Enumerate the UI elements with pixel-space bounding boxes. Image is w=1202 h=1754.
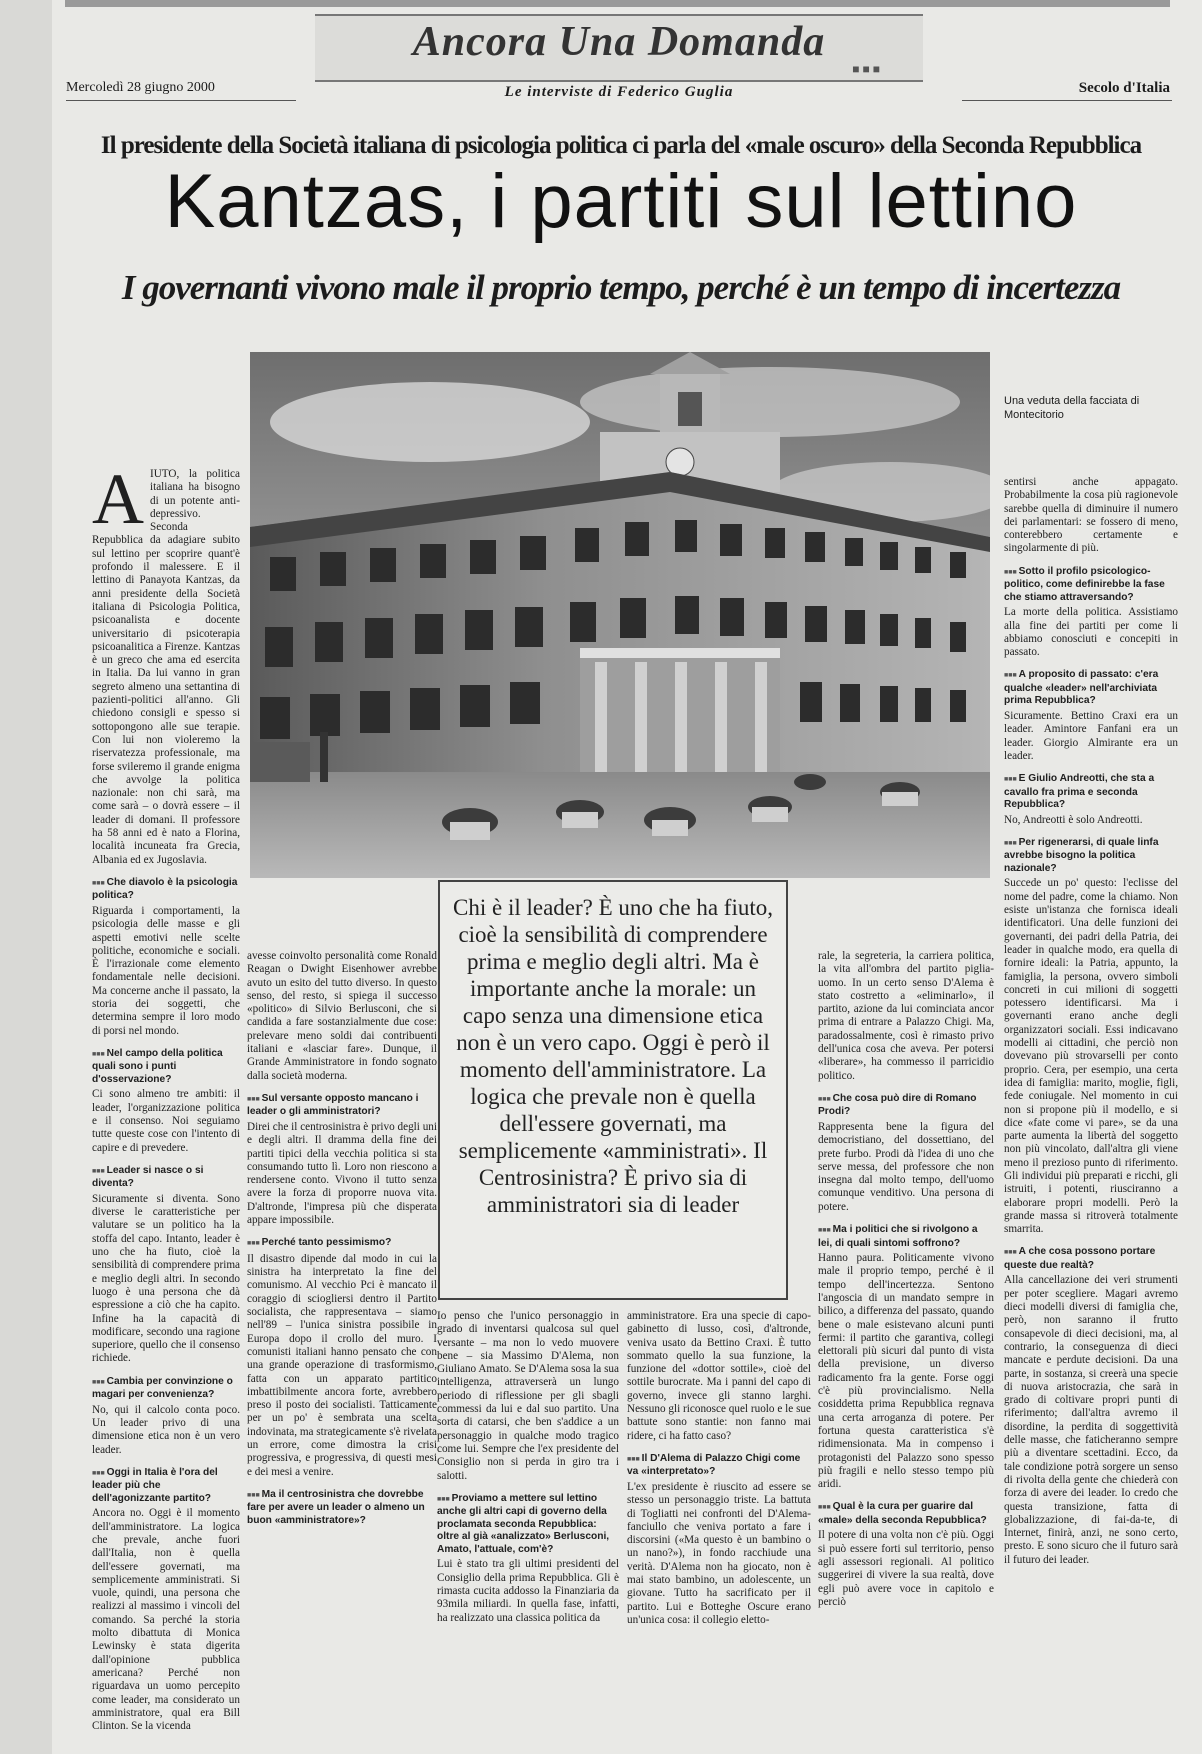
paragraph: sentirsi anche appagato. Probabilmente la cosa più ragionevole sarebbe quella di diminuire il numero dei parlamentari: se fossero di meno, conterebbero certamente e singolarmente di più. [1004,476,1178,555]
article-column-6 [1004,476,1178,1746]
series-title: Ancora Una Domanda [412,19,826,65]
answer: Ci sono almeno tre ambiti: il leader, l'organizzazione politica e il consenso. Noi seguiamo tutte queste cose con l'intento di capire e di prevedere. [92,1088,240,1154]
question: ■■■ Perché tanto pessimismo? [247,1237,437,1251]
question: ■■■ Leader si nasce o si diventa? [92,1165,240,1191]
paragraph: Io penso che l'unico personaggio in grado di inventarsi qualcosa sul quel versante – ma non lo vedo muovere bene – sia Massimo D'Alema, non Giuliano Amato. Se D'Alema sosa la sua intelligenza, attraverserà un lungo periodo di riflessione per gli sbagli commessi da lui e dal suo partito. Una sorta di catarsi, che ben s'addice a un personaggio in qualche modo tragico come lui. Sempre che l'ex presidente del Consiglio non si perda in giro tra i salotti. [437,1310,619,1482]
paragraph: amministratore. Era una specie di capo-gabinetto di lusso, così, d'altronde, veniva usato da Bettino Craxi. È tutto sommato quello la sua funzione, la funzione del «dottor sottile», cioè del sottile burocrate. Ma i panni del capo di governo, invece gli stanno larghi. Nessuno gli riconosce quel ruolo e le sue battute sono stantie: non fanno mai ridere, ci ha fatto caso? [627,1310,811,1442]
pull-quote-text: Chi è il leader? È uno che ha fiuto, cioè la sensibilità di comprendere prima e meglio degli altri. Ma è importante anche la morale: un capo senza una dimensione etica non è un vero capo. Oggi è però il momento dell'amministratore. La logica che prevale non è quella dell'essere governati, ma semplicemente «amministrati». Il Centrosinistra? È privo sia di amministratori sia di leader [453,895,773,1217]
page-gutter [0,0,52,1754]
article-column-1 [92,459,240,1746]
paper-rule [962,100,1172,101]
answer: Il potere di una volta non c'è più. Oggi si può essere forti sul territorio, penso agli assessori regionali. Al politico suggerirei di vivere la sua realtà, dove egli può avere voce in capitolo e perciò [818,1529,994,1608]
question: ■■■ Nel campo della politica quali sono i punti d'osservazione? [92,1048,240,1087]
article-deck: I governanti vivono male il proprio tempo, perché è un tempo di incertezza [121,268,1121,307]
question: ■■■ Che cosa può dire di Romano Prodi? [818,1093,994,1119]
article-column-4 [627,1310,811,1745]
question: ■■■ A che cosa possono portare queste due realtà? [1004,1246,1178,1272]
series-subtitle: Le interviste di Federico Guglia [504,84,734,100]
answer: Rappresenta bene la figura del democristiano, del dossettiano, del prete furbo. Prodi dà l'idea di uno che serve messa, del professore che non insegna dal molto tempo, dell'uomo comunque venditivo. Una persona di potere. [818,1120,994,1213]
question: ■■■ Qual è la cura per guarire dal «male» della seconda Repubblica? [818,1501,994,1527]
question: ■■■ A proposito di passato: c'era qualche «leader» nell'archiviata prima Repubblica? [1004,669,1178,708]
answer: Ancora no. Oggi è il momento dell'amministratore. La logica che prevale, anche fuori dall'Italia, non è quella dell'essere governati, ma semplicemente amministrati. Si vuole, quindi, una persona che realizzi al massimo i vincoli del comando. Sa perché la storia molto dibattuta di Monica Lewinsky è stata digerita dall'opinione pubblica americana? Perché non riguardava un uomo percepito come leader, ma considerato un amministratore, qual era Bill Clinton. Se la vicenda [92,1507,240,1733]
question: ■■■ Per rigenerarsi, di quale linfa avrebbe bisogno la politica nazionale? [1004,837,1178,876]
answer: Sicuramente. Bettino Craxi era un leader. Amintore Fanfani era un leader. Giorgio Almirante era un leader. [1004,709,1178,762]
series-dots: ■■■ [852,62,883,76]
article-column-2 [247,950,437,1745]
question: ■■■ Oggi in Italia è l'ora del leader più che dell'agonizzante partito? [92,1467,240,1506]
question: ■■■ Cambia per convinzione o magari per convenienza? [92,1376,240,1402]
question: ■■■ Il D'Alema di Palazzo Chigi come va «interpretato»? [627,1453,811,1479]
newspaper-name: Secolo d'Italia [1078,80,1170,96]
answer: No, Andreotti è solo Andreotti. [1004,813,1143,826]
photo-caption: Una veduta della facciata di Montecitorio [1004,395,1140,421]
answer: Direi che il centrosinistra è privo degli uni e degli altri. Il dramma della fine dei partiti tipici della vecchia politica si sta consumando tutto lì. Loro non riescono a rendersene conto. Vivono il tutto senza avere la forza di proporre nuova vita. D'altronde, l'impresa più che disperata appare impossibile. [247,1120,437,1227]
answer: Hanno paura. Politicamente vivono male il proprio tempo, perché è il tempo dell'incertezza. Sentono l'angoscia di un mandato sempre in bilico, a differenza del passato, quando bene o male esistevano alcuni punti fermi: il partito che garantiva, collegi elettorali più sicuri dal punto di vista della previsione, un diverso radicamento fra la gente. Forse oggi c'è più provincialismo. Nella cosiddetta prima Repubblica regnava una certa arroganza di potere. Per fortuna questa caratteristica s'è ridimensionata. Ma in compenso i protagonisti del Palazzo sono spesso più fragili e nello stesso tempo più aridi. [818,1252,994,1491]
answer: Succede un po' questo: l'eclisse del nome del padre, come la chiamo. Non esiste un'istanza che fornisca ideali identificatori. Una delle funzioni dei governanti, dei padri della Patria, dei leader in qualche modo, era quella di fornire ideali: la Patria, appunto, la famiglia, la persona, ovvero simboli concreti in cui milioni di soggetti potessero identificarsi. Ma i governanti erano anche degli organizzatori sociali. Essi indicavano modelli ai cittadini, che perciò non dovevano più strovarselli per conto proprio. Cera, per esempio, una certa idea di famiglia: marito, moglie, figli, fede coniugale. Nel momento in cui non si propone più il modello, e si dice «fate come vi pare», se da una parte aumenta la libertà del soggetto non più vincolato, dall'altra gli viene meno il prezioso punto di riferimento. Gli individui più preparati e ricchi, gli istruiti, i potenti, riusciranno a elaborare propri modelli. Però la grande massa si ritroverà totalmente smarrita. [1004,877,1178,1236]
article-kicker: Il presidente della Società italiana di psicologia politica ci parla del «male oscuro» della Seconda Repubblica [100,132,1142,159]
answer: La morte della politica. Assistiamo alla fine dei partiti per come li abbiamo conosciuti e concepiti in passato. [1004,606,1178,659]
issue-date: Mercoledì 28 giugno 2000 [66,80,215,95]
question: ■■■ Ma il centrosinistra che dovrebbe fare per avere un leader o almeno un buon «amministratore»? [247,1489,437,1528]
answer: L'ex presidente è riuscito ad essere se stesso un personaggio triste. La battuta di Togliatti nei confronti del D'Alema-fanciullo che veniva portato a fare i discorsini («Ma questo è un bambino o un nano?»), in fondo racchiude una verità. D'Alema non ha giocato, non è mai stato bambino, un adolescente, un giovane. Tutto ha sacrificato per il partito. Lui e Botteghe Oscure erano un'unica cosa: il collegio eletto- [627,1480,811,1626]
answer: Lui è stato tra gli ultimi presidenti del Consiglio della prima Repubblica. Gli è rimasta cucita addosso la Finanziaria da 93mila miliardi. In quella fase, infatti, ha realizzato una classica politica da [437,1558,619,1624]
article-column-3 [437,1310,619,1745]
palace-illustration [250,352,990,878]
paragraph: avesse coinvolto personalità come Ronald Reagan o Dwight Eisenhower avrebbe avuto un esito del tutto diverso. In questo senso, del resto, si spiega il successo «politico» di Silvio Berlusconi, che si candida a fare sostanzialmente due cose: prelevare meno soldi dai contribuenti italiani e «lasciar fare». Dunque, il Grande Amministratore in fondo sognato dalla società moderna. [247,950,437,1082]
article-column-5 [818,950,994,1745]
answer: Il disastro dipende dal modo in cui la sinistra ha interpretato la fine del comunismo. Al vecchio Pci è mancato il coraggio di sciogliersi dentro il Partito socialista, che rappresentava – siamo nell'89 – l'unica sinistra possibile in Europa dopo il crollo del muro. I comunisti italiani hanno pensato che con una grande operazione di trasformismo, fatta con un apparato partitico imbattibilmente ancora forte, avrebbero preso il posto dei socialisti. Tatticamente per un po' è sembrata una scelta indovinata, ma strategicamente s'è rivelata un errore, come dimostra la crisi progressiva, e progressiva, di questi mesi e dei mesi a venire. [247,1252,437,1478]
drop-cap: A [92,459,144,539]
answer: Alla cancellazione dei veri strumenti per poter scegliere. Magari avremo dieci modelli diversi di famiglia che, però, non saranno il frutto consapevole di dieci decisioni, ma, al contrario, la conseguenza di dieci mancate e perdute decisioni. Da una parte, in sostanza, si creerà una specie di nuova aristocrazia, che sarà in grado di coltivare propri punti di riferimento; dall'altra avremo il disordine, la perdita di soggettività delle masse, che faticheranno sempre più a diventare scettadini. Ecco, da tale condizione potrà sorgere un senso di rivolta della gente che chiederà con forza di avere dei leader. Io credo che questa transizione, fatta di globalizzazione, di fai-da-te, di Internet, finirà, anzi, ne sono certo, presto. E sono sicuro che il futuro sarà il futuro dei leader. [1004,1274,1178,1566]
montecitorio-photo [250,352,990,878]
top-border [65,0,1170,7]
question: ■■■ Proviamo a mettere sul lettino anche gli altri capi di governo della proclamata seconda Repubblica: oltre al già «analizzato» Berlusconi, Amato, l'attuale, com'è? [437,1493,619,1557]
question: ■■■ E Giulio Andreotti, che sta a cavallo fra prima e seconda Repubblica? [1004,773,1178,812]
answer: Riguarda i comportamenti, la psicologia delle masse e gli aspetti emotivi nelle scelte politiche, economiche e sociali. È l'irrazionale come elemento fondamentale nelle decisioni. Ma concerne anche il passato, la storia dei soggetti, che determina sempre il loro modo di porsi nel mondo. [92,904,240,1037]
intro-text: IUTO, la politica italiana ha bisogno di un potente anti-depressivo. Seconda Repubblica da adagiare subito sul lettino per scoprire quant'è profondo il malessere. E il lettino di Panayota Kantzas, da anni presidente della Società italiana di Psicologia Politica, psicoanalista e docente universitario di psicoterapia psicoanalitica a Firenze. Kantzas è un greco che ama ed esercita in Italia. Da lui vanno in gran segreto almeno una settantina di pazienti-politici all'anno. Gli chiedono consigli e spesso si sottopongono alle sue terapie. Con lui non violeremo la riservatezza professionale, ma forse svileremo il grande enigma che avvolge la politica nazionale: non chi sarà, ma come sarà – o dovrà essere – il leader di domani. Il professore ha 58 anni ed è nato a Florina, località incuneata fra Grecia, Albania ed ex Jugoslavia. [92,468,240,866]
answer: Sicuramente si diventa. Sono diverse le caratteristiche per valutare se un politico ha la stoffa del capo. Intanto, leader è uno che ha fiuto, cioè la sensibilità di comprendere prima e meglio degli altri. In secondo luogo è una persona che dà espressione a ciò che ha capito. Infine ha la capacità di modificare, secondo una ragione superiore, quello che il consenso richiede. [92,1192,240,1365]
date-rule [66,100,296,101]
answer: No, qui il calcolo conta poco. Un leader privo di una dimensione etica non è un vero leader. [92,1403,240,1456]
question: ■■■ Che diavolo è la psicologia politica? [92,877,240,903]
question: ■■■ Sul versante opposto mancano i leader o gli amministratori? [247,1093,437,1119]
question: ■■■ Ma i politici che si rivolgono a lei, di quali sintomi soffrono? [818,1224,994,1250]
intro-paragraph [92,459,240,867]
pull-quote-box [438,880,788,1300]
article-headline: Kantzas, i partiti sul lettino [164,159,1078,244]
question: ■■■ Sotto il profilo psicologico-politico, come definirebbe la fase che stiamo attraversando? [1004,566,1178,605]
series-masthead [315,14,923,82]
paragraph: rale, la segreteria, la carriera politica, la vita all'ombra del partito piglia-uomo. In un certo senso D'Alema è stato costretto a «eliminarlo», il partito, azione da lui cominciata ancor prima di entrare a Palazzo Chigi. Ma, paradossalmente, così è rimasto privo dell'unica cosa che aveva. Per potersi «liberare», ha commesso il parricidio politico. [818,950,994,1082]
